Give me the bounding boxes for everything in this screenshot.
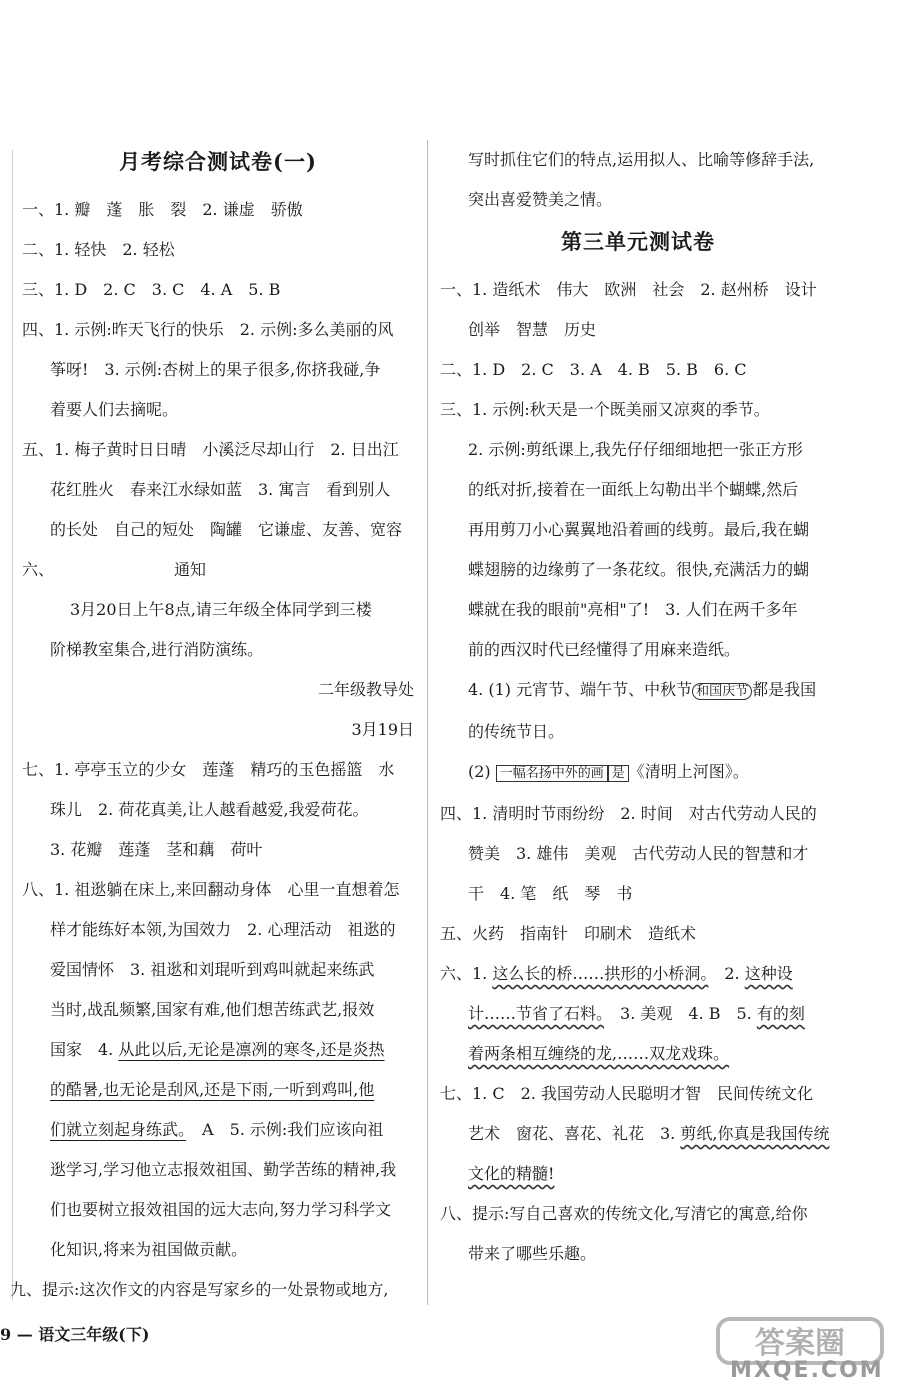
answer-line: 当时,战乱频繁,国家有难,他们想苦练武艺,报效 (50, 1000, 375, 1019)
answer-line: 八、提示:写自己喜欢的传统文化,写清它的寓意,给你 (440, 1204, 808, 1223)
answer-line: 九、提示:这次作文的内容是写家乡的一处景物或地方, (10, 1280, 389, 1299)
answer-line (440, 1154, 836, 1194)
right-title: 第三单元测试卷 (561, 229, 715, 254)
answer-line: 样才能练好本领,为国效力 2. 心理活动 祖逖的 (50, 920, 396, 939)
answer-line: 们也要树立报效祖国的远大志向,努力学习科学文 (50, 1200, 392, 1219)
answer-line: 赞美 3. 雄伟 美观 古代劳动人民的智慧和才 (468, 844, 809, 863)
answer-text: (2) (468, 762, 491, 781)
underlined-quote: 的酷暑,也无论是刮风,还是下雨,一听到鸡叫,他 (50, 1080, 375, 1099)
answer-line (22, 1070, 414, 1110)
answer-line: 前的西汉时代已经懂得了用麻来造纸。 (468, 640, 741, 659)
left-margin-rule (12, 150, 13, 1300)
answer-text: 。 (732, 762, 749, 781)
answer-line: 再用剪刀小心翼翼地沿着画的线剪。最后,我在蝴 (468, 520, 810, 539)
right-column (440, 140, 836, 1274)
answer-line: 筝呀! 3. 示例:杏树上的果子很多,你挤我碰,争 (50, 360, 381, 379)
answer-line (22, 1110, 414, 1150)
wavy-underlined-quote: 着两条相互缠绕的龙,……双龙戏珠。 (468, 1044, 730, 1063)
answer-line: 写时抓住它们的特点,运用拟人、比喻等修辞手法, (468, 150, 815, 169)
answer-line: 蝶就在我的眼前"亮相"了! 3. 人们在两千多年 (468, 600, 798, 619)
answer-line: 突出喜爱赞美之情。 (468, 190, 613, 209)
answer-text: 六、1. (440, 964, 493, 983)
answer-text: A 5. 示例:我们应该向祖 (186, 1120, 384, 1139)
notice-body: 阶梯教室集合,进行消防演练。 (50, 640, 264, 659)
notice-heading (22, 550, 414, 590)
answer-line: 七、1. 亭亭玉立的少女 莲蓬 精巧的玉色摇篮 水 (22, 760, 395, 779)
boxed-subject: 一幅名扬中外的画 (496, 765, 608, 782)
answer-line: 三、1. D 2. C 3. C 4. A 5. B (22, 280, 281, 299)
answer-line: 的纸对折,接着在一面纸上勾勒出半个蝴蝶,然后 (468, 480, 799, 499)
wavy-underlined-quote: 文化的精髓! (468, 1164, 555, 1183)
answer-line: 二、1. 轻快 2. 轻松 (22, 240, 175, 259)
answer-line: 四、1. 示例:昨天飞行的快乐 2. 示例:多么美丽的风 (22, 320, 394, 339)
answer-line: 八、1. 祖逖躺在床上,来回翻动身体 心里一直想着怎 (22, 880, 400, 899)
answer-line: 化知识,将来为祖国做贡献。 (50, 1240, 248, 1259)
answer-text: 4. (1) 元宵节、端午节、中秋节 (468, 680, 693, 699)
answer-text: 艺术 窗花、喜花、礼花 3. (468, 1124, 681, 1143)
answer-text: 《清明上河图》 (628, 762, 733, 781)
page-footer: 9 — 语文三年级(下) (0, 1325, 150, 1344)
left-title: 月考综合测试卷(一) (119, 149, 317, 174)
answer-line: 三、1. 示例:秋天是一个既美丽又凉爽的季节。 (440, 400, 770, 419)
wavy-underlined-quote: 这么长的桥……拱形的小桥洞。 (492, 964, 709, 983)
answer-text: 2. (708, 964, 745, 983)
svg-text:答案圈: 答案圈 (755, 1326, 845, 1361)
answer-line (440, 994, 836, 1034)
answer-line (440, 1034, 836, 1074)
answer-line: 创举 智慧 历史 (468, 320, 597, 339)
notice-date: 3月19日 (351, 720, 414, 739)
answer-text: 都是我国 (752, 680, 817, 699)
column-divider (427, 140, 428, 1305)
answer-line: 五、火药 指南针 印刷术 造纸术 (440, 924, 697, 943)
answer-line: 逖学习,学习他立志报效祖国、勤学苦练的精神,我 (50, 1160, 397, 1179)
answer-line: 2. 示例:剪纸课上,我先仔仔细细地把一张正方形 (468, 440, 803, 459)
notice-title: 通知 (174, 560, 207, 579)
answer-line: 蝶翅膀的边缘剪了一条花纹。很快,充满活力的蝴 (468, 560, 810, 579)
notice-signature: 二年级教导处 (317, 680, 414, 699)
answer-line: 七、1. C 2. 我国劳动人民聪明才智 民间传统文化 (440, 1084, 813, 1103)
answer-line: 爱国情怀 3. 祖逖和刘琨听到鸡叫就起来练武 (50, 960, 375, 979)
watermark-text: MXQE.COM (730, 1358, 884, 1383)
answer-line: 五、1. 梅子黄时日日晴 小溪泛尽却山行 2. 日出江 (22, 440, 399, 459)
left-column (10, 140, 414, 1310)
answer-line: 珠儿 2. 荷花真美,让人越看越爱,我爱荷花。 (50, 800, 369, 819)
answer-line: 带来了哪些乐趣。 (468, 1244, 597, 1263)
answer-line: 花红胜火 春来江水绿如蓝 3. 寓言 看到别人 (50, 480, 391, 499)
answer-text: 3. 美观 4. B 5. (604, 1004, 757, 1023)
answer-line (22, 1030, 414, 1070)
answer-line: 的传统节日。 (468, 722, 565, 741)
answer-line: 二、1. D 2. C 3. A 4. B 5. B 6. C (440, 360, 747, 379)
underlined-quote: 从此以后,无论是凛冽的寒冬,还是炎热 (118, 1040, 385, 1059)
answer-line: 3. 花瓣 莲蓬 茎和藕 荷叶 (50, 840, 263, 859)
wavy-underlined-quote: 计……节省了石料。 (468, 1004, 605, 1023)
answer-line: 的长处 自己的短处 陶罐 它谦虚、友善、宽容 (50, 520, 403, 539)
answer-line: 干 4. 笔 纸 琴 书 (468, 884, 633, 903)
answer-line (440, 670, 836, 712)
boxed-predicate: 是 (608, 765, 629, 782)
answer-line: 四、1. 清明时节雨纷纷 2. 时间 对古代劳动人民的 (440, 804, 817, 823)
wavy-underlined-quote: 这种设 (744, 964, 793, 983)
wavy-underlined-quote: 剪纸,你真是我国传统 (680, 1124, 830, 1143)
circled-correction: 和国庆节 (692, 683, 752, 700)
underlined-quote: 们就立刻起身练武。 (50, 1120, 187, 1139)
wavy-underlined-quote: 有的刻 (756, 1004, 805, 1023)
answer-line (440, 752, 836, 794)
section-label: 六、 (22, 560, 55, 579)
notice-body: 3月20日上午8点,请三年级全体同学到三楼 (70, 600, 372, 619)
answer-line: 着要人们去摘呢。 (50, 400, 179, 419)
answer-line: 一、1. 造纸术 伟大 欧洲 社会 2. 赵州桥 设计 (440, 280, 817, 299)
answer-line: 一、1. 瓣 蓬 胀 裂 2. 谦虚 骄傲 (22, 200, 303, 219)
answer-line (440, 954, 836, 994)
answer-line (440, 1114, 836, 1154)
answer-text: 国家 4. (50, 1040, 119, 1059)
